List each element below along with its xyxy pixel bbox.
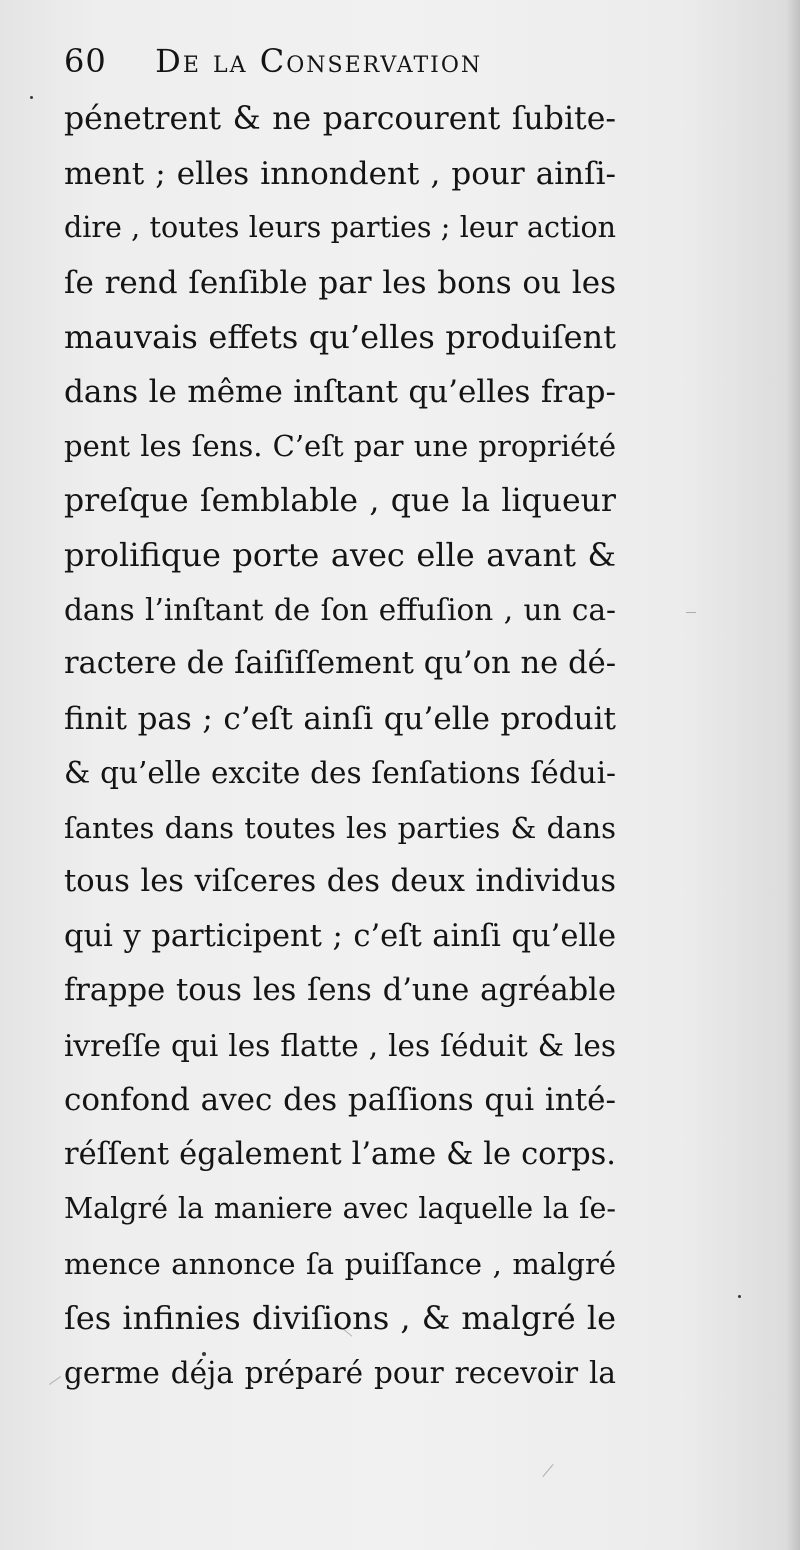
text-line: Malgré la maniere avec laquelle la ſe- [64,1192,616,1225]
text-line: ractere de ſaiſiſſement qu’on ne dé- [64,646,616,681]
paper-fiber [49,1376,61,1385]
text-line: tous les viſceres des deux individus [64,864,616,899]
text-line: dire , toutes leurs parties ; leur action [64,211,616,244]
text-line: ivreſſe qui les flatte , les ſéduit & les [64,1028,616,1063]
text-line: pent les ſens. C’eſt par une propriété [64,429,616,463]
running-head [64,42,624,92]
text-line: ſe rend ſenſible par les bons ou les [64,264,616,301]
text-line: & qu’elle excite des ſenſations ſédui- [64,756,616,790]
paper-fiber [542,1464,553,1477]
text-line: preſque ſemblable , que la liqueur [64,482,616,519]
text-line: finit pas ; c’eſt ainſi qu’elle produit [64,700,616,737]
text-line: frappe tous les ſens d’une agréable [64,973,616,1008]
paper-speck [202,1352,206,1356]
text-line: germe déja préparé pour recevoir la [64,1355,616,1390]
text-line: mauvais effets qu’elles produiſent [64,318,616,356]
text-line: confond avec des paſſions qui inté- [64,1082,616,1118]
text-line: mence annonce ſa puiſſance , malgré [64,1246,616,1281]
text-line: ſes infinies diviſions , & malgré le [64,1299,616,1337]
text-line: pénetrent & ne parcourent ſubite- [64,101,616,137]
paper-speck [30,96,33,99]
text-line: réſſent également l’ame & le corps. [64,1136,616,1172]
paper-fiber [686,612,696,613]
paper-speck [738,1295,741,1298]
running-title: De la Conservation [155,42,483,80]
text-line: ſantes dans toutes les parties & dans [64,810,616,845]
text-line: ment ; elles innondent , pour ainſi- [64,155,616,192]
body-text [64,92,616,1400]
page-number: 60 [64,42,107,80]
text-line: dans le même inſtant qu’elles frap- [64,373,616,410]
text-line: qui y participent ; c’eſt ainſi qu’elle [64,918,616,954]
text-line: prolifique porte avec elle avant & [64,536,616,574]
text-line: dans l’inſtant de ſon effuſion , un ca- [64,592,616,627]
